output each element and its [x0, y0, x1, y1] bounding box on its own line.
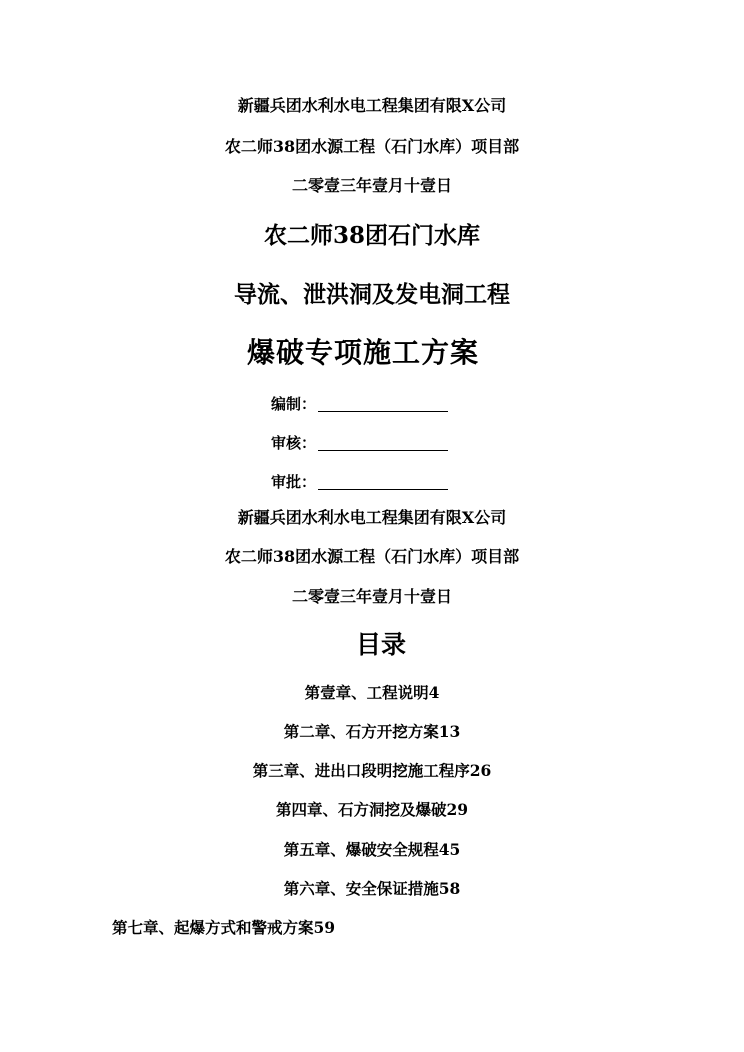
document-date-repeat: 二零壹三年壹月十壹日 [291, 587, 452, 606]
signature-review [271, 429, 448, 451]
toc-item-7: 第七章、起爆方式和警戒方案59 [112, 918, 336, 937]
toc-item-5: 第五章、爆破安全规程45 [283, 840, 461, 859]
approve-signature-line [318, 489, 448, 490]
toc-item-2: 第二章、石方开挖方案13 [283, 722, 461, 741]
company-name: 新疆兵团水利水电工程集团有限X公司 [237, 96, 507, 115]
department-name-repeat: 农二师38团水源工程（石门水库）项目部 [224, 547, 520, 566]
department-name: 农二师38团水源工程（石门水库）项目部 [224, 137, 520, 156]
review-label: 审核： [271, 434, 317, 452]
company-name-repeat: 新疆兵团水利水电工程集团有限X公司 [237, 508, 507, 527]
signature-approve [271, 468, 448, 490]
project-title-line-1: 农二师38团石门水库 [263, 222, 480, 249]
compile-signature-line [318, 411, 448, 412]
document-date: 二零壹三年壹月十壹日 [291, 176, 452, 195]
project-title-line-2: 导流、泄洪洞及发电洞工程 [234, 281, 510, 308]
toc-title: 目录 [355, 630, 406, 659]
toc-item-3: 第三章、进出口段明挖施工程序26 [252, 761, 492, 780]
toc-item-1: 第壹章、工程说明4 [304, 683, 440, 702]
toc-item-4: 第四章、石方洞挖及爆破29 [275, 800, 469, 819]
compile-label: 编制： [271, 395, 317, 413]
review-signature-line [318, 450, 448, 451]
signature-compile [271, 390, 448, 412]
toc-item-6: 第六章、安全保证措施58 [283, 879, 461, 898]
approve-label: 审批： [271, 473, 317, 491]
plan-title: 爆破专项施工方案 [246, 336, 479, 369]
